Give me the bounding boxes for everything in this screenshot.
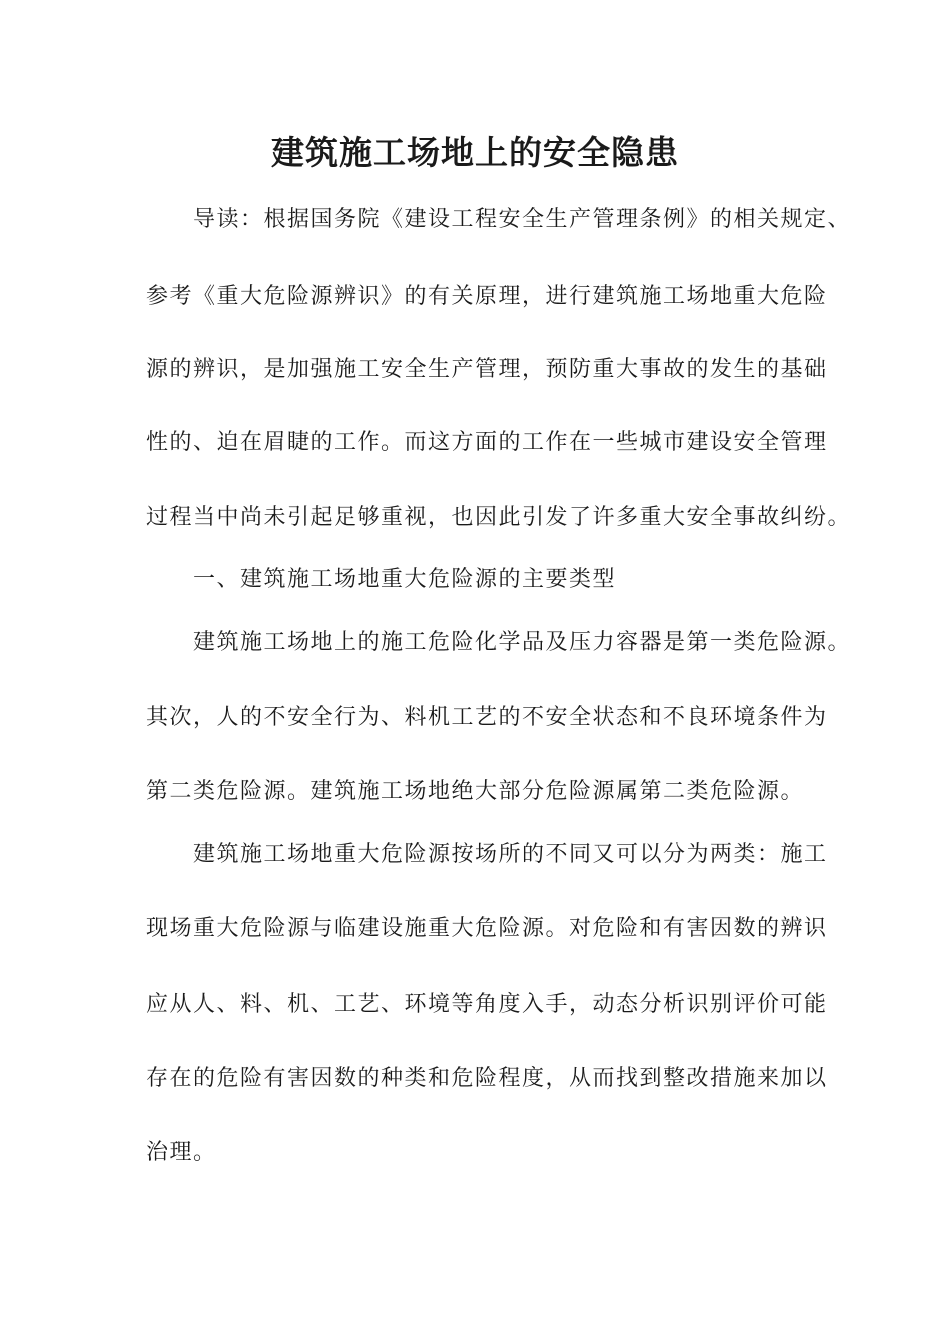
paragraph-line: 应从人、料、机、工艺、环境等角度入手，动态分析识别评价可能 (146, 992, 828, 1017)
paragraph-line: 存在的危险有害因数的种类和危险程度，从而找到整改措施来加以 (146, 1066, 828, 1091)
paragraph-line: 性的、迫在眉睫的工作。而这方面的工作在一些城市建设安全管理 (146, 430, 828, 455)
paragraph-line: 源的辨识，是加强施工安全生产管理，预防重大事故的发生的基础 (146, 357, 828, 382)
paragraph-line: 建筑施工场地重大危险源按场所的不同又可以分为两类：施工 (193, 842, 828, 867)
document-title: 建筑施工场地上的安全隐患 (271, 133, 679, 172)
paragraph-line: 过程当中尚未引起足够重视，也因此引发了许多重大安全事故纠纷。 (146, 505, 852, 530)
section-heading: 一、建筑施工场地重大危险源的主要类型 (193, 567, 617, 592)
paragraph-line: 第二类危险源。建筑施工场地绝大部分危险源属第二类危险源。 (146, 779, 805, 804)
paragraph-line: 治理。 (146, 1140, 217, 1165)
paragraph-line: 建筑施工场地上的施工危险化学品及压力容器是第一类危险源。 (193, 630, 852, 655)
paragraph-line: 导读：根据国务院《建设工程安全生产管理条例》的相关规定、 (193, 207, 852, 232)
paragraph-line: 参考《重大危险源辨识》的有关原理，进行建筑施工场地重大危险 (146, 284, 828, 309)
paragraph-line: 其次，人的不安全行为、料机工艺的不安全状态和不良环境条件为 (146, 705, 828, 730)
paragraph-line: 现场重大危险源与临建设施重大危险源。对危险和有害因数的辨识 (146, 916, 828, 941)
